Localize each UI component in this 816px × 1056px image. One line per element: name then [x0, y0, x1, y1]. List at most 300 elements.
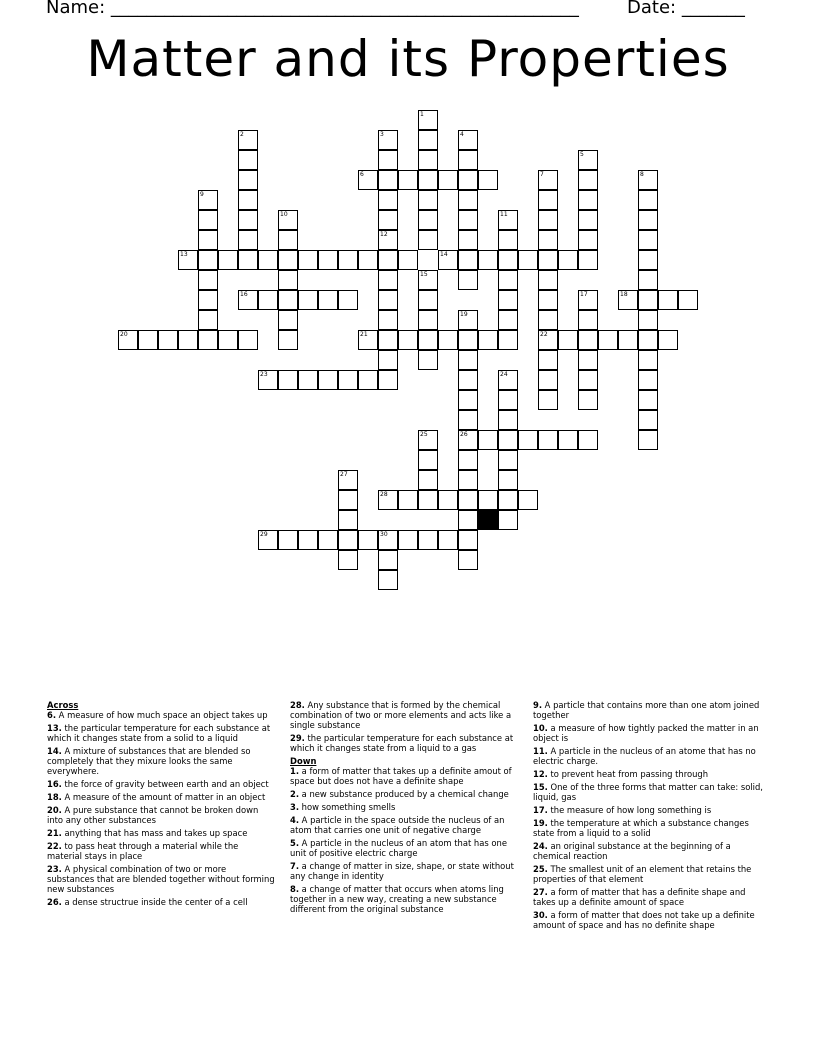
crossword-cell[interactable] — [638, 410, 658, 430]
clue-item-number: 23. — [47, 864, 62, 874]
black-square — [478, 510, 498, 530]
clue-item — [533, 723, 769, 743]
crossword-cell[interactable] — [238, 150, 258, 170]
clue-item-text: a form of matter that has a definite shape and takes up a definite amount of space — [533, 887, 746, 907]
clue-item — [533, 818, 769, 838]
clue-item-number: 28. — [290, 700, 305, 710]
clue-number: 29 — [260, 531, 268, 538]
crossword-cell[interactable] — [538, 310, 558, 330]
crossword-cell[interactable] — [418, 330, 438, 350]
crossword-cell[interactable] — [358, 530, 378, 550]
crossword-cell[interactable] — [198, 250, 218, 270]
crossword-cell[interactable] — [378, 530, 398, 550]
crossword-cell[interactable] — [258, 250, 278, 270]
crossword-cell[interactable] — [458, 450, 478, 470]
crossword-cell[interactable] — [498, 450, 518, 470]
crossword-cell[interactable] — [378, 490, 398, 510]
crossword-cell[interactable] — [538, 430, 558, 450]
clue-item-text: the measure of how long something is — [547, 805, 712, 815]
clue-number: 17 — [580, 291, 588, 298]
clue-item-text: anything that has mass and takes up space — [61, 828, 248, 838]
clue-item-number: 6. — [47, 710, 57, 720]
crossword-cell[interactable] — [638, 350, 658, 370]
clue-item-number: 10. — [533, 723, 548, 733]
crossword-cell[interactable] — [638, 170, 658, 190]
clue-item-number: 18. — [47, 792, 62, 802]
crossword-cell[interactable] — [418, 530, 438, 550]
down-clue-list — [290, 766, 522, 914]
crossword-cell[interactable] — [378, 230, 398, 250]
crossword-cell[interactable] — [638, 370, 658, 390]
clue-number: 9 — [200, 191, 204, 198]
crossword-cell[interactable] — [638, 210, 658, 230]
clue-item — [533, 841, 769, 861]
clue-number: 19 — [460, 311, 468, 318]
clue-number: 1 — [420, 111, 424, 118]
crossword-cell[interactable] — [638, 250, 658, 270]
crossword-cell[interactable] — [278, 330, 298, 350]
crossword-cell[interactable] — [558, 330, 578, 350]
crossword-cell[interactable] — [198, 230, 218, 250]
clue-number: 28 — [380, 491, 388, 498]
crossword-cell[interactable] — [458, 550, 478, 570]
crossword-cell[interactable] — [578, 370, 598, 390]
crossword-cell[interactable] — [638, 230, 658, 250]
clue-item-text: an original substance at the beginning of a chemical reaction — [533, 841, 731, 861]
crossword-cell[interactable] — [318, 290, 338, 310]
crossword-cell[interactable] — [378, 350, 398, 370]
clue-item-number: 4. — [290, 815, 300, 825]
crossword-cell[interactable] — [378, 550, 398, 570]
clue-item-number: 21. — [47, 828, 62, 838]
clue-item-number: 3. — [290, 802, 300, 812]
crossword-cell[interactable] — [258, 370, 278, 390]
crossword-cell[interactable] — [238, 250, 258, 270]
crossword-cell[interactable] — [338, 290, 358, 310]
clue-item — [47, 828, 275, 838]
crossword-cell[interactable] — [458, 170, 478, 190]
clue-item-number: 8. — [290, 884, 300, 894]
crossword-cell[interactable] — [298, 530, 318, 550]
crossword-cell[interactable] — [578, 350, 598, 370]
crossword-cell[interactable] — [658, 330, 678, 350]
crossword-cell[interactable] — [418, 110, 438, 130]
crossword-cell[interactable] — [418, 230, 438, 250]
clue-item-number: 12. — [533, 769, 548, 779]
clue-number: 6 — [360, 171, 364, 178]
crossword-cell[interactable] — [378, 570, 398, 590]
crossword-cell[interactable] — [358, 170, 378, 190]
crossword-cell[interactable] — [598, 330, 618, 350]
crossword-cell[interactable] — [358, 370, 378, 390]
crossword-cell[interactable] — [218, 330, 238, 350]
crossword-cell[interactable] — [278, 530, 298, 550]
crossword-cell[interactable] — [558, 430, 578, 450]
crossword-cell[interactable] — [538, 170, 558, 190]
crossword-cell[interactable] — [638, 270, 658, 290]
clue-item-text: Any substance that is formed by the chemical combination of two or more elements and acts like a single substance — [290, 700, 512, 730]
crossword-cell[interactable] — [578, 210, 598, 230]
crossword-cell[interactable] — [378, 210, 398, 230]
clue-number: 10 — [280, 211, 288, 218]
crossword-cell[interactable] — [158, 330, 178, 350]
crossword-cell[interactable] — [458, 530, 478, 550]
crossword-cell[interactable] — [518, 490, 538, 510]
crossword-cell[interactable] — [478, 430, 498, 450]
crossword-cell[interactable] — [378, 130, 398, 150]
crossword-cell[interactable] — [638, 430, 658, 450]
crossword-cell[interactable] — [398, 330, 418, 350]
crossword-cell[interactable] — [118, 330, 138, 350]
crossword-cell[interactable] — [378, 170, 398, 190]
crossword-cell[interactable] — [558, 250, 578, 270]
crossword-cell[interactable] — [318, 370, 338, 390]
crossword-cell[interactable] — [378, 310, 398, 330]
crossword-cell[interactable] — [458, 490, 478, 510]
clue-item — [47, 864, 275, 894]
crossword-cell[interactable] — [378, 150, 398, 170]
crossword-cell[interactable] — [318, 250, 338, 270]
clue-number: 12 — [380, 231, 388, 238]
crossword-cell[interactable] — [358, 250, 378, 270]
crossword-cell[interactable] — [438, 490, 458, 510]
clue-number: 2 — [240, 131, 244, 138]
crossword-cell[interactable] — [378, 330, 398, 350]
crossword-cell[interactable] — [578, 190, 598, 210]
crossword-cell[interactable] — [338, 370, 358, 390]
clue-item-text: the particular temperature for each substance at which it changes state from a solid to a liquid — [47, 723, 271, 743]
crossword-cell[interactable] — [478, 250, 498, 270]
crossword-cell[interactable] — [318, 530, 338, 550]
clue-item — [533, 700, 769, 720]
across-clue-list — [47, 710, 275, 907]
crossword-cell[interactable] — [378, 250, 398, 270]
crossword-cell[interactable] — [418, 130, 438, 150]
crossword-cell[interactable] — [418, 310, 438, 330]
crossword-cell[interactable] — [618, 330, 638, 350]
clue-number: 21 — [360, 331, 368, 338]
crossword-cell[interactable] — [498, 290, 518, 310]
crossword-cell[interactable] — [538, 290, 558, 310]
crossword-cell[interactable] — [458, 510, 478, 530]
crossword-cell[interactable] — [418, 270, 438, 290]
clue-item-text: a dense structrue inside the center of a cell — [61, 897, 248, 907]
crossword-cell[interactable] — [578, 390, 598, 410]
crossword-cell[interactable] — [498, 310, 518, 330]
crossword-cell[interactable] — [278, 210, 298, 230]
crossword-cell[interactable] — [678, 290, 698, 310]
crossword-cell[interactable] — [458, 270, 478, 290]
clue-item-text: to prevent heat from passing through — [547, 769, 709, 779]
crossword-cell[interactable] — [578, 230, 598, 250]
clue-number: 26 — [460, 431, 468, 438]
crossword-cell[interactable] — [238, 130, 258, 150]
crossword-cell[interactable] — [538, 210, 558, 230]
crossword-cell[interactable] — [338, 250, 358, 270]
crossword-cell[interactable] — [638, 310, 658, 330]
crossword-cell[interactable] — [378, 290, 398, 310]
crossword-cell[interactable] — [578, 250, 598, 270]
clue-number: 27 — [340, 471, 348, 478]
clue-item — [290, 700, 522, 730]
clue-number: 3 — [380, 131, 384, 138]
clue-item-text: a form of matter that takes up a definite amout of space but does not have a definite shape — [290, 766, 512, 786]
clue-item — [290, 884, 522, 914]
crossword-cell[interactable] — [478, 170, 498, 190]
across-clue-list-continued — [290, 700, 522, 753]
crossword-cell[interactable] — [458, 130, 478, 150]
crossword-cell[interactable] — [638, 190, 658, 210]
clue-item — [47, 746, 275, 776]
clue-item-text: A measure of how much space an object takes up — [56, 710, 268, 720]
crossword-cell[interactable] — [498, 430, 518, 450]
clue-item — [290, 815, 522, 835]
clue-number: 30 — [380, 531, 388, 538]
crossword-cell[interactable] — [238, 290, 258, 310]
clue-item — [47, 841, 275, 861]
crossword-cell[interactable] — [518, 430, 538, 450]
crossword-cell[interactable] — [398, 490, 418, 510]
crossword-cell[interactable] — [578, 170, 598, 190]
crossword-cell[interactable] — [238, 210, 258, 230]
crossword-cell[interactable] — [238, 170, 258, 190]
clue-item-text: A particle that contains more than one atom joined together — [533, 700, 760, 720]
crossword-cell[interactable] — [498, 270, 518, 290]
crossword-cell[interactable] — [458, 250, 478, 270]
clue-number: 7 — [540, 171, 544, 178]
crossword-cell[interactable] — [498, 490, 518, 510]
clue-item-text: a new substance produced by a chemical change — [299, 789, 509, 799]
crossword-cell[interactable] — [298, 290, 318, 310]
date-field[interactable] — [627, 0, 745, 18]
crossword-cell[interactable] — [338, 470, 358, 490]
crossword-cell[interactable] — [278, 310, 298, 330]
crossword-cell[interactable] — [458, 310, 478, 330]
crossword-cell[interactable] — [458, 330, 478, 350]
crossword-cell[interactable] — [298, 370, 318, 390]
crossword-cell[interactable] — [538, 350, 558, 370]
crossword-cell[interactable] — [458, 190, 478, 210]
crossword-cell[interactable] — [618, 290, 638, 310]
crossword-cell[interactable] — [578, 430, 598, 450]
crossword-cell[interactable] — [538, 270, 558, 290]
crossword-cell[interactable] — [238, 190, 258, 210]
crossword-cell[interactable] — [418, 490, 438, 510]
clue-number: 4 — [460, 131, 464, 138]
clue-item — [47, 897, 275, 907]
crossword-cell[interactable] — [338, 530, 358, 550]
crossword-cell[interactable] — [458, 370, 478, 390]
clue-item-number: 13. — [47, 723, 62, 733]
crossword-cell[interactable] — [638, 390, 658, 410]
crossword-cell[interactable] — [458, 430, 478, 450]
crossword-cell[interactable] — [418, 150, 438, 170]
crossword-cell[interactable] — [438, 530, 458, 550]
crossword-cell[interactable] — [218, 250, 238, 270]
crossword-cell[interactable] — [358, 330, 378, 350]
clue-number: 18 — [620, 291, 628, 298]
clue-item-number: 9. — [533, 700, 543, 710]
clues-column-1 — [47, 700, 275, 910]
crossword-cell[interactable] — [498, 470, 518, 490]
clue-item — [290, 766, 522, 786]
crossword-cell[interactable] — [498, 210, 518, 230]
clue-item-number: 1. — [290, 766, 300, 776]
crossword-cell[interactable] — [498, 410, 518, 430]
crossword-cell[interactable] — [458, 350, 478, 370]
crossword-cell[interactable] — [458, 210, 478, 230]
crossword-cell[interactable] — [138, 330, 158, 350]
crossword-cell[interactable] — [258, 290, 278, 310]
crossword-cell[interactable] — [418, 290, 438, 310]
crossword-cell[interactable] — [238, 330, 258, 350]
clue-item-text: A particle in the space outside the nucleus of an atom that carries one unit of negative charge — [290, 815, 505, 835]
crossword-cell[interactable] — [418, 170, 438, 190]
crossword-cell[interactable] — [538, 330, 558, 350]
crossword-cell[interactable] — [538, 370, 558, 390]
clue-item-text: a change of matter that occurs when atoms ling together in a new way, creating a new substance different from the original substance — [290, 884, 504, 914]
crossword-cell[interactable] — [418, 210, 438, 230]
crossword-cell[interactable] — [278, 290, 298, 310]
crossword-cell[interactable] — [538, 230, 558, 250]
clue-item-number: 5. — [290, 838, 300, 848]
crossword-cell[interactable] — [578, 330, 598, 350]
down-heading: Down — [290, 756, 317, 766]
crossword-cell[interactable] — [418, 450, 438, 470]
crossword-cell[interactable] — [338, 510, 358, 530]
clues-column-2 — [290, 700, 522, 917]
crossword-cell[interactable] — [398, 170, 418, 190]
crossword-cell[interactable] — [578, 150, 598, 170]
crossword-cell[interactable] — [178, 330, 198, 350]
crossword-cell[interactable] — [238, 230, 258, 250]
clue-item-text: how something smells — [299, 802, 396, 812]
crossword-cell[interactable] — [458, 230, 478, 250]
crossword-cell[interactable] — [538, 250, 558, 270]
crossword-cell[interactable] — [278, 250, 298, 270]
crossword-cell[interactable] — [198, 270, 218, 290]
clue-number: 8 — [640, 171, 644, 178]
crossword-cell[interactable] — [298, 250, 318, 270]
crossword-cell[interactable] — [418, 190, 438, 210]
crossword-cell[interactable] — [278, 370, 298, 390]
crossword-cell[interactable] — [378, 190, 398, 210]
crossword-cell[interactable] — [198, 330, 218, 350]
crossword-cell[interactable] — [538, 390, 558, 410]
clue-number: 5 — [580, 151, 584, 158]
crossword-cell[interactable] — [498, 370, 518, 390]
clue-item — [290, 802, 522, 812]
crossword-cell[interactable] — [418, 470, 438, 490]
crossword-cell[interactable] — [498, 250, 518, 270]
clue-number: 24 — [500, 371, 508, 378]
clue-item — [533, 746, 769, 766]
crossword-cell[interactable] — [438, 250, 458, 270]
crossword-cell[interactable] — [638, 330, 658, 350]
crossword-cell[interactable] — [578, 310, 598, 330]
clue-item-number: 25. — [533, 864, 548, 874]
clue-number: 16 — [240, 291, 248, 298]
crossword-cell[interactable] — [198, 210, 218, 230]
clue-item-text: a form of matter that does not take up a definite amount of space and has no definite shape — [533, 910, 755, 930]
clues-column-3 — [533, 700, 769, 933]
page-title: Matter and its Properties — [86, 30, 730, 88]
crossword-cell[interactable] — [198, 190, 218, 210]
crossword-cell[interactable] — [498, 330, 518, 350]
clue-number: 22 — [540, 331, 548, 338]
crossword-cell[interactable] — [398, 530, 418, 550]
clue-item-number: 30. — [533, 910, 548, 920]
clue-item-text: A particle in the nucleus of an atom that has one unit of positive electric charge — [290, 838, 507, 858]
clue-item-number: 29. — [290, 733, 305, 743]
crossword-cell[interactable] — [438, 170, 458, 190]
clue-item-number: 17. — [533, 805, 548, 815]
clue-number: 14 — [440, 251, 448, 258]
crossword-cell[interactable] — [478, 490, 498, 510]
crossword-cell[interactable] — [338, 490, 358, 510]
crossword-cell[interactable] — [198, 310, 218, 330]
crossword-cell[interactable] — [498, 510, 518, 530]
clue-item-number: 20. — [47, 805, 62, 815]
crossword-cell[interactable] — [478, 330, 498, 350]
clue-number: 20 — [120, 331, 128, 338]
crossword-cell[interactable] — [638, 290, 658, 310]
clue-item-text: a measure of how tightly packed the matter in an object is — [533, 723, 759, 743]
clue-item-number: 11. — [533, 746, 548, 756]
clue-item-text: A physical combination of two or more substances that are blended together without forming new substances — [47, 864, 275, 894]
clue-item — [290, 838, 522, 858]
crossword-cell[interactable] — [658, 290, 678, 310]
crossword-cell[interactable] — [398, 250, 418, 270]
crossword-cell[interactable] — [458, 470, 478, 490]
crossword-cell[interactable] — [278, 270, 298, 290]
crossword-cell[interactable] — [278, 230, 298, 250]
clue-item — [47, 710, 275, 720]
crossword-cell[interactable] — [258, 530, 278, 550]
clue-item-number: 16. — [47, 779, 62, 789]
crossword-cell[interactable] — [178, 250, 198, 270]
crossword-cell[interactable] — [438, 330, 458, 350]
name-field[interactable] — [46, 0, 579, 18]
crossword-cell[interactable] — [518, 250, 538, 270]
clue-number: 13 — [180, 251, 188, 258]
crossword-cell[interactable] — [538, 190, 558, 210]
clue-item-text: The smallest unit of an element that retains the properties of that element — [533, 864, 752, 884]
crossword-cell[interactable] — [578, 290, 598, 310]
crossword-cell[interactable] — [418, 430, 438, 450]
crossword-cell[interactable] — [338, 550, 358, 570]
clue-number: 25 — [420, 431, 428, 438]
clue-item — [533, 864, 769, 884]
crossword-cell[interactable] — [458, 410, 478, 430]
crossword-cell[interactable] — [418, 350, 438, 370]
clue-item — [290, 861, 522, 881]
name-blank-line: ____________________________________________________ — [110, 0, 579, 18]
crossword-cell[interactable] — [378, 270, 398, 290]
crossword-cell[interactable] — [498, 390, 518, 410]
clue-item-number: 19. — [533, 818, 548, 828]
clue-item — [290, 789, 522, 799]
crossword-cell[interactable] — [458, 150, 478, 170]
date-blank-line: _______ — [681, 0, 745, 18]
crossword-cell[interactable] — [378, 370, 398, 390]
clue-item-number: 22. — [47, 841, 62, 851]
clue-item-text: A measure of the amount of matter in an object — [61, 792, 266, 802]
crossword-cell[interactable] — [498, 230, 518, 250]
crossword-cell[interactable] — [458, 390, 478, 410]
crossword-cell[interactable] — [198, 290, 218, 310]
clue-item — [47, 723, 275, 743]
